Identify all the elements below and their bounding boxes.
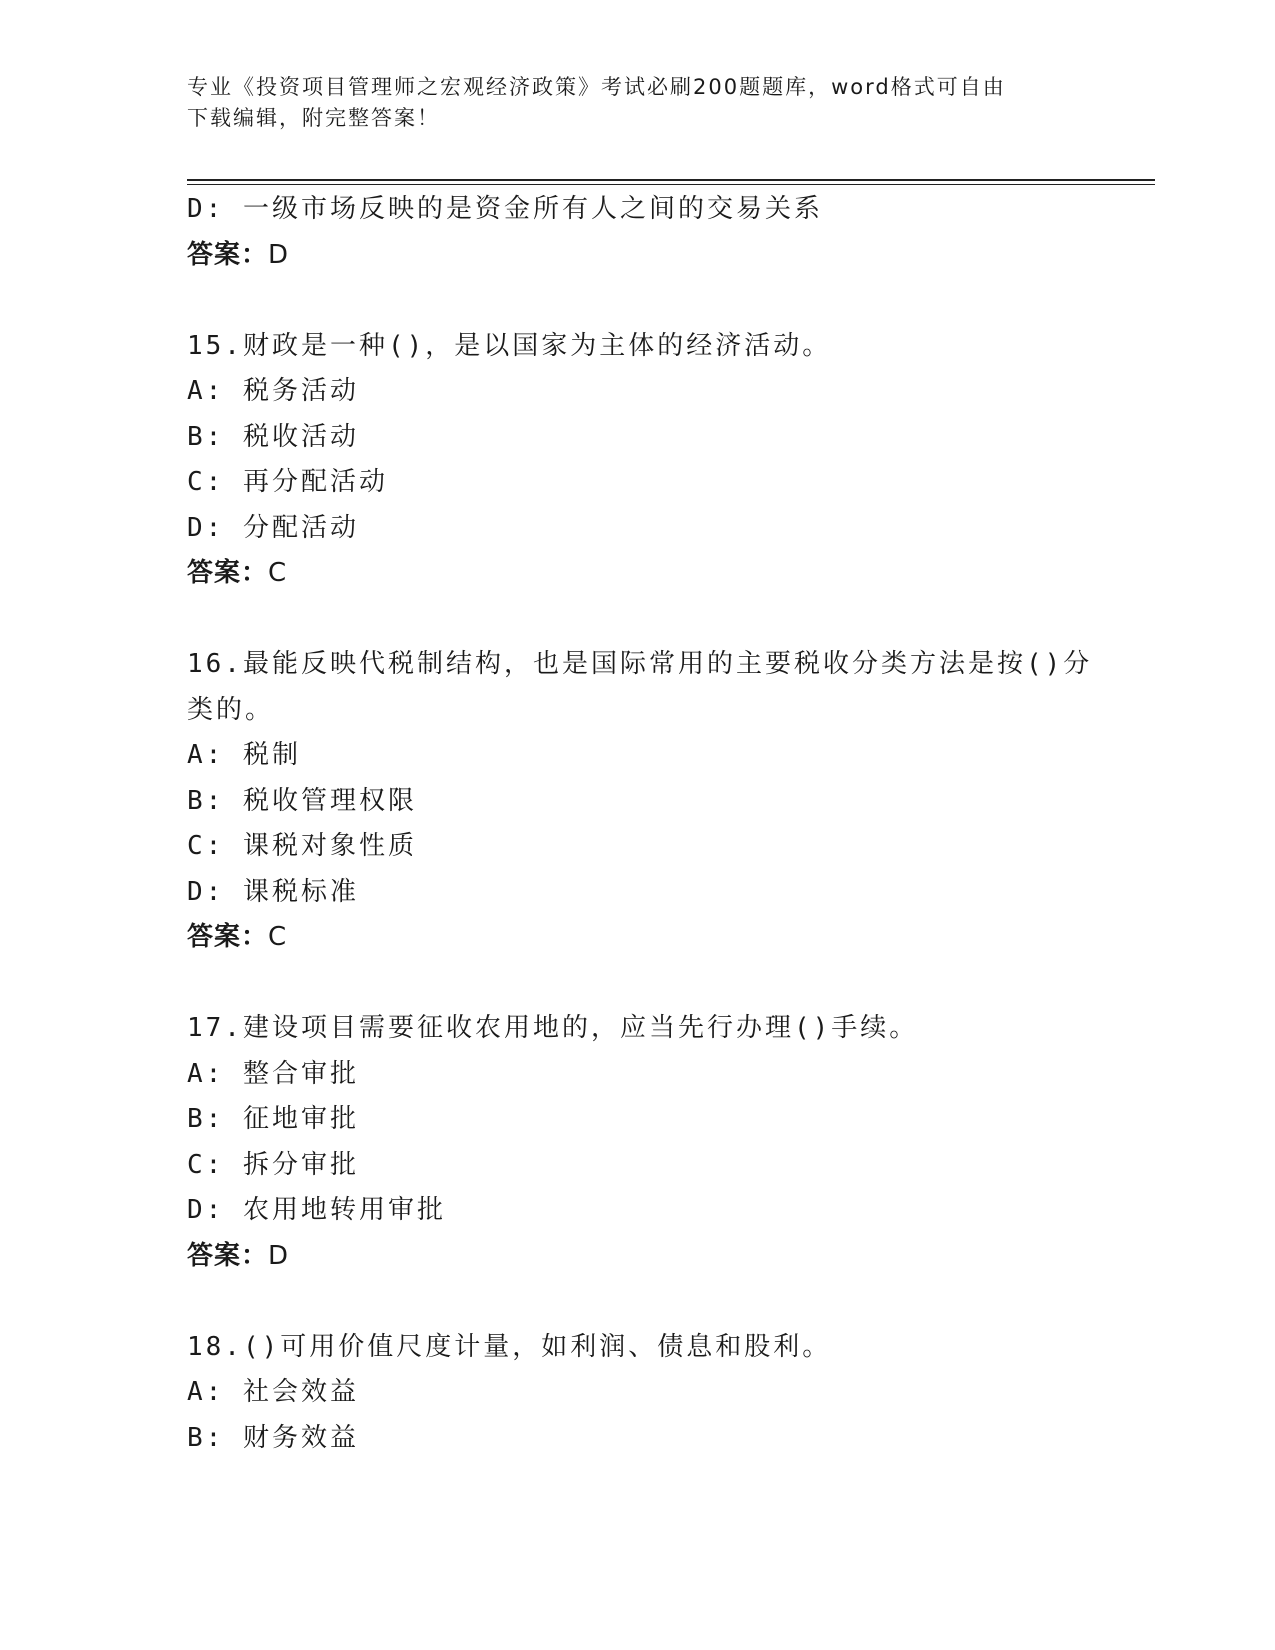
- question-stem: 15.财政是一种()，是以国家为主体的经济活动。: [187, 330, 832, 361]
- option-b: B: 财务效益: [187, 1422, 359, 1453]
- answer-label: 答案：: [187, 558, 269, 588]
- answer-value: C: [268, 922, 288, 952]
- header-divider-thick: [187, 179, 1155, 181]
- answer-line: [187, 233, 1087, 279]
- answer-line: [187, 1234, 1087, 1280]
- question-content: [187, 187, 1093, 1461]
- spacer: [187, 278, 1087, 324]
- spacer: [187, 1279, 1087, 1325]
- option-d: D: 课税标准: [187, 876, 359, 907]
- option-c: C: 再分配活动: [187, 467, 388, 497]
- option-b: B: 税收管理权限: [187, 785, 417, 816]
- option-c: C: 课税对象性质: [187, 831, 417, 861]
- question-stem: 18.()可用价值尺度计量，如利润、债息和股利。: [187, 1331, 832, 1362]
- question-stem-continued: 类的。: [187, 694, 275, 725]
- answer-line: [187, 551, 1087, 597]
- option-d: D: 农用地转用审批: [187, 1195, 446, 1225]
- option-a: A: 税务活动: [187, 376, 359, 406]
- answer-label: 答案：: [187, 922, 269, 952]
- option-a: A: 社会效益: [187, 1377, 359, 1407]
- option-b: B: 税收活动: [187, 421, 359, 452]
- answer-label: 答案：: [187, 1240, 269, 1271]
- header-line-1: 专业《投资项目管理师之宏观经济政策》考试必刷200题题库，word格式可自由: [187, 75, 1006, 99]
- spacer: [187, 961, 1087, 1007]
- option-a: A: 税制: [187, 740, 301, 770]
- question-stem: 16.最能反映代税制结构，也是国际常用的主要税收分类方法是按()分: [187, 649, 1093, 679]
- header-line-2: 下载编辑，附完整答案！: [187, 106, 440, 130]
- answer-value: C: [268, 558, 288, 588]
- spacer: [187, 597, 1087, 643]
- option-a: A: 整合审批: [187, 1058, 359, 1089]
- option-c: C: 拆分审批: [187, 1149, 359, 1180]
- option-d: D: 一级市场反映的是资金所有人之间的交易关系: [187, 194, 823, 224]
- header-divider-thin: [187, 184, 1155, 185]
- option-b: B: 征地审批: [187, 1104, 359, 1134]
- question-stem: 17.建设项目需要征收农用地的，应当先行办理()手续。: [187, 1013, 919, 1043]
- answer-line: [187, 915, 1087, 961]
- document-header: [187, 72, 1067, 134]
- answer-label: 答案：: [187, 239, 269, 270]
- answer-value: D: [268, 239, 290, 270]
- option-d: D: 分配活动: [187, 512, 359, 543]
- answer-value: D: [268, 1240, 290, 1271]
